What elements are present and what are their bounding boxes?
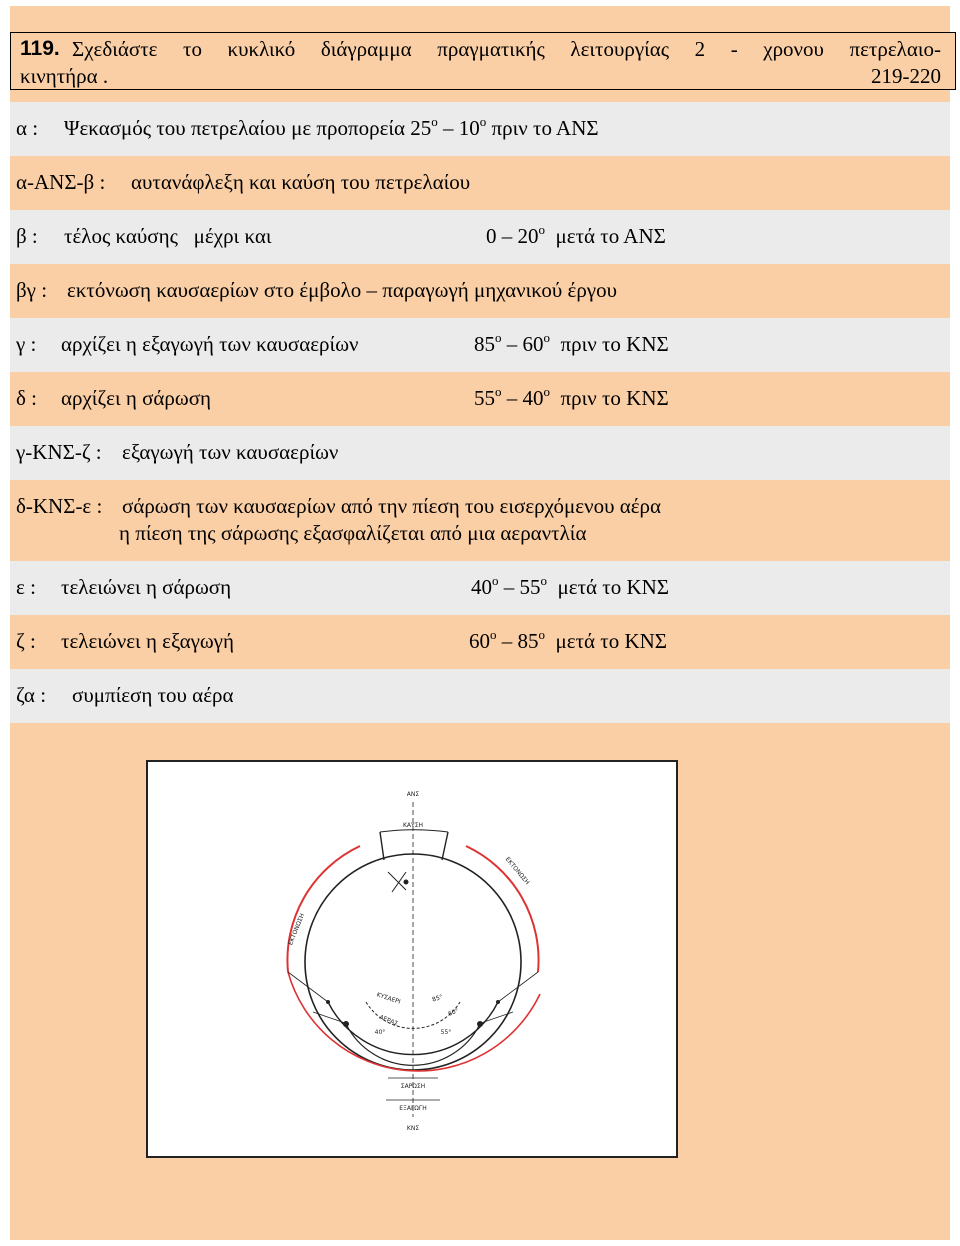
- item-label: δ :: [16, 386, 37, 410]
- item-angle: $60^o - 85^o$ μετά το ΚΝΣ: [469, 627, 668, 653]
- scavenge-label: ΣΑΡΩΣΗ: [400, 1083, 426, 1090]
- item-label: δ-ΚΝΣ-ε :: [16, 494, 103, 518]
- item-label: β :: [16, 224, 38, 248]
- point-marker: [477, 1021, 483, 1027]
- expansion-label-right: ΕΚΤΟΝΩΣΗ: [503, 855, 531, 887]
- list-item: [10, 156, 950, 210]
- item-label: α :: [16, 116, 39, 140]
- item-text: αρχίζει η σάρωση: [61, 386, 212, 410]
- combustion-arc: [380, 830, 448, 832]
- list-item: [10, 480, 950, 561]
- expansion-arc-right: [466, 846, 539, 972]
- question-header: [10, 32, 956, 90]
- tdc-label: ΑΝΣ: [406, 791, 420, 798]
- timing-diagram-graphic: [148, 762, 676, 1156]
- angle-label: 40°: [374, 1029, 386, 1036]
- item-label: βγ :: [16, 278, 48, 302]
- radial-line: [478, 1012, 513, 1024]
- point-marker: [404, 880, 409, 885]
- timing-diagram: [146, 760, 678, 1158]
- item-label: γ :: [16, 332, 37, 356]
- item-text: αυτανάφλεξη και καύση του πετρελαίου: [131, 170, 471, 194]
- exhaust-arc-label: ΚΥΣΑΕΡΙ: [375, 991, 402, 1006]
- radial-line: [498, 972, 538, 1002]
- question-number: 119.: [20, 37, 60, 60]
- exhaust-label: ΕΞΑΓΩΓΗ: [399, 1105, 427, 1112]
- item-label: ζ :: [16, 629, 36, 653]
- item-angle: $55^o - 40^o$ πριν το ΚΝΣ: [474, 384, 669, 410]
- item-text: σάρωση των καυσαερίων από την πίεση του εισερχόμενου αέρα: [122, 494, 662, 518]
- question-title-continuation: κινητήρα .: [20, 64, 109, 88]
- item-text: Ψεκασμός του πετρελαίου με προπορεία $25^o - 10^o$ πριν το ΑΝΣ: [64, 114, 599, 140]
- list-item: [10, 669, 950, 723]
- radial-line: [288, 972, 328, 1002]
- radial-line: [313, 1012, 348, 1024]
- item-text: τελειώνει η σάρωση: [61, 575, 232, 599]
- expansion-label-left: ΕΚΤΟΝΩΣΗ: [287, 912, 307, 947]
- angle-label: 60°: [447, 1007, 460, 1018]
- item-angle: $0 - 20^o$ μετά το ΑΝΣ: [486, 222, 666, 248]
- scavenge-arc-label: ΑΕΡΑΣ: [378, 1013, 399, 1028]
- item-text: τελειώνει η εξαγωγή: [61, 629, 234, 653]
- combustion-label: ΚΑΥΣΗ: [402, 822, 424, 829]
- item-text: εκτόνωση καυσαερίων στο έμβολο – παραγωγή μηχανικού έργου: [67, 278, 617, 302]
- list-item: [10, 615, 950, 669]
- expansion-arc-left: [287, 846, 360, 972]
- item-text: συμπίεση του αέρα: [72, 683, 234, 707]
- item-text: τέλος καύσης μέχρι και: [64, 224, 272, 248]
- list-item: [10, 426, 950, 480]
- item-text: εξαγωγή των καυσαερίων: [122, 440, 339, 464]
- list-item: [10, 318, 950, 372]
- list-item: [10, 372, 950, 426]
- item-label: ζα :: [16, 683, 47, 707]
- angle-label: 85°: [431, 993, 444, 1004]
- item-label: γ-ΚΝΣ-ζ :: [16, 440, 102, 464]
- injection-mark: [388, 872, 406, 890]
- item-angle: $85^o - 60^o$ πριν το ΚΝΣ: [474, 330, 669, 356]
- item-text: αρχίζει η εξαγωγή των καυσαερίων: [61, 332, 359, 356]
- page-reference: 219-220: [871, 64, 941, 88]
- question-title: Σχεδιάστε το κυκλικό διάγραμμα πραγματικής λειτουργίας 2 - χρονου πετρελαιο-: [72, 37, 941, 61]
- list-item: [10, 264, 950, 318]
- item-label: α-ΑΝΣ-β :: [16, 170, 106, 194]
- list-item: [10, 210, 950, 264]
- item-angle: $40^o - 55^o$ μετά το ΚΝΣ: [471, 573, 670, 599]
- list-item: [10, 102, 950, 156]
- bdc-label: ΚΝΣ: [406, 1125, 420, 1132]
- angle-label: 55°: [440, 1029, 452, 1036]
- item-label: ε :: [16, 575, 36, 599]
- item-text-continuation: η πίεση της σάρωσης εξασφαλίζεται από μια αεραντλία: [119, 521, 587, 545]
- list-item: [10, 561, 950, 615]
- point-marker: [343, 1021, 349, 1027]
